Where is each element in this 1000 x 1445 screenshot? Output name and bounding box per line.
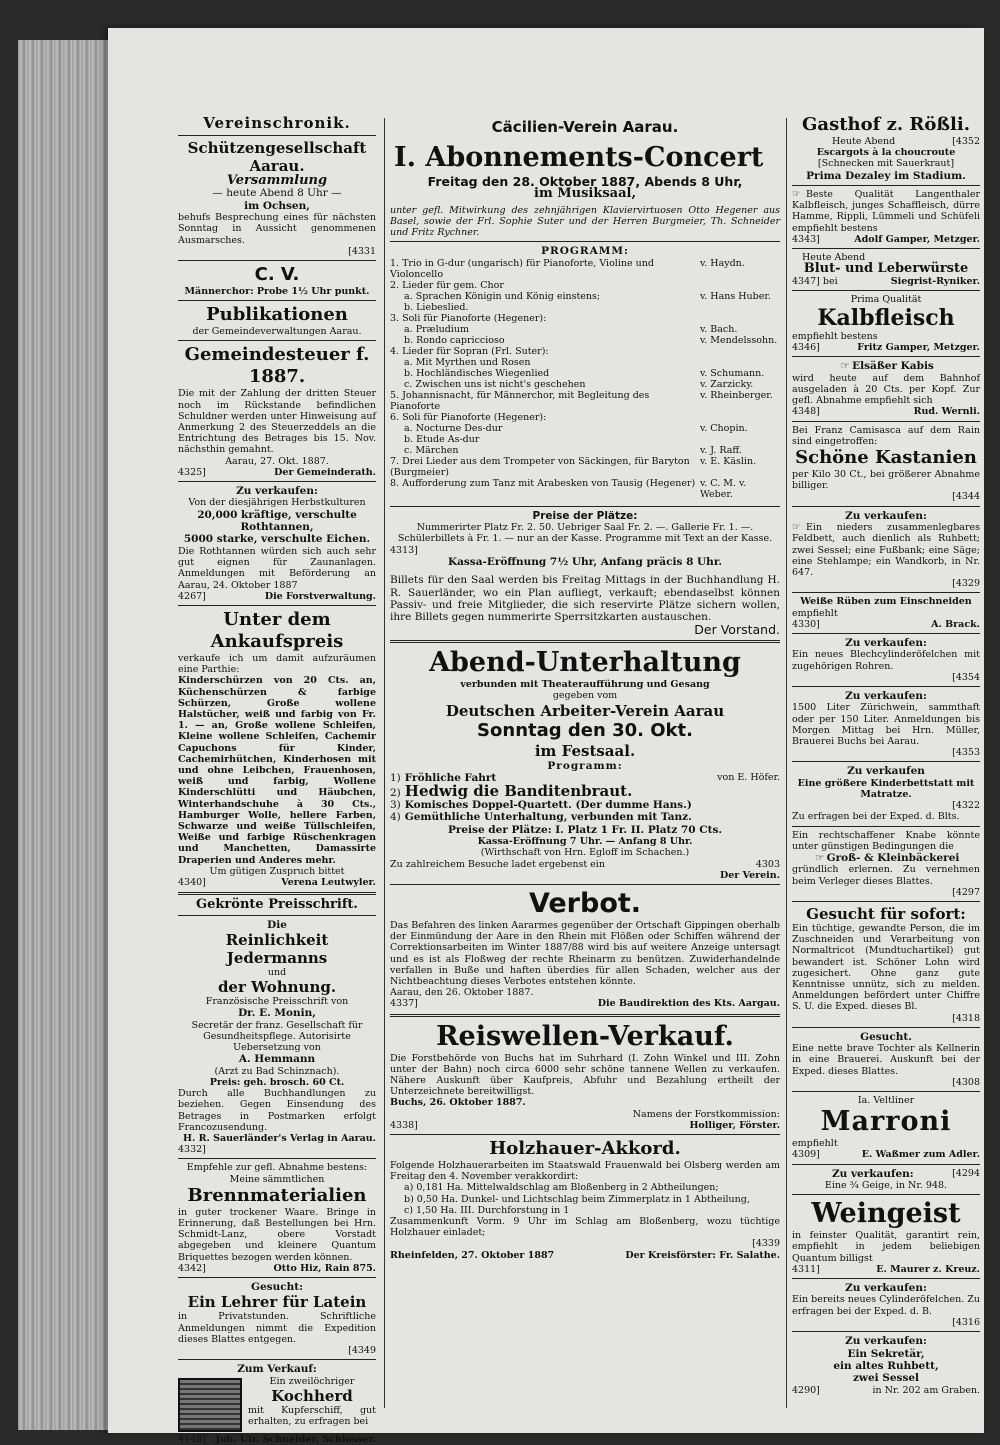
programm-piece: 6. Soli für Pianoforte (Hegener):: [390, 411, 547, 423]
concert-title: I. Abonnements-Concert: [394, 142, 764, 173]
gasthof-line3: [Schnecken mit Sauerkraut]: [817, 158, 955, 170]
zuverkaufen6-text: Eine ¾ Geige, in Nr. 948.: [824, 1180, 948, 1192]
schuetzen-time: — heute Abend 8 Uhr —: [212, 187, 342, 200]
zuverkaufen2-ref: [4329: [952, 578, 980, 590]
zuverkaufen8-line3: zwei Sessel: [852, 1372, 920, 1385]
abend-programm-text: Hedwig die Banditenbraut.: [404, 781, 633, 800]
concert-place: im Musiksaal,: [534, 186, 636, 202]
abendunterhaltung-kassa: Kassa-Eröffnung 7 Uhr. — Anfang 8 Uhr.: [477, 836, 693, 848]
programm-piece: 7. Drei Lieder aus dem Trompeter von Säckingen, für Baryton (Burgmeier): [390, 455, 690, 478]
reiswellen-sign1: Namens der Forstkommission:: [632, 1108, 780, 1120]
preise-text: Nummerirter Platz Fr. 2. 50. Uebriger Saal Fr. 2. —. Gallerie Fr. 1. —. Schülerbillets à Fr. 1. — nur an der Kasse. Programme mit Text an der Kasse.: [397, 522, 773, 545]
zuverkaufen7-text: Ein bereits neues Cylinderöfelchen. Zu erfragen bei der Exped. d. B.: [792, 1294, 981, 1317]
programm-piece: b. Rondo capriccioso: [404, 334, 505, 346]
zuverkaufen2-text: Ein nieders zusammenlegbares Feldbett, auch dienlich als Ruhbett; zwei Sessel; eine Fußbank; eine Säge; eine Stehlampe; ein Wandkorb, in Nr. 647.: [792, 522, 980, 578]
programm-row: [390, 357, 780, 368]
programm-row: [390, 434, 780, 445]
ankaufspreis-sign: Verena Leutwyler.: [281, 876, 376, 888]
blut-sign: Siegrist-Ryniker.: [890, 275, 980, 287]
programm-row: [390, 313, 780, 324]
holzhauer-ref: [4339: [752, 1238, 780, 1250]
zuverkaufen1-line1: Von der diesjährigen Herbstkulturen: [188, 497, 366, 509]
cv-title: C. V.: [254, 264, 300, 286]
kochherd-sign: Joh. Ulr. Schneider, Schlosser.: [215, 1433, 376, 1445]
zuverkaufen6-ref: [4294: [952, 1167, 980, 1179]
kochherd-ref: 4148]: [178, 1433, 206, 1445]
gesucht-sofort-title: Gesucht für sofort:: [806, 905, 966, 923]
marroni-big: Marroni: [820, 1106, 952, 1138]
gasthof-ref: [4352: [952, 136, 980, 147]
abendunterhaltung-title: Abend-Unterhaltung: [429, 647, 741, 679]
programm-composer: v. J. Raff.: [700, 444, 742, 456]
marroni-line1: Ia. Veltliner: [857, 1095, 915, 1107]
rueben-ref: 4330]: [792, 618, 820, 630]
caecilien-heading: Cäcilien-Verein Aarau.: [491, 118, 679, 136]
brenn-ref: 4342]: [178, 1262, 206, 1274]
kalbfleisch-big: Kalbfleisch: [817, 305, 955, 332]
programm-composer: v. Chopin.: [700, 422, 748, 434]
preisschrift-title1: Reinlichkeit Jedermanns: [225, 930, 329, 967]
preisschrift-sub: Französische Preisschrift von: [205, 996, 349, 1008]
programm-composer: v. Hans Huber.: [700, 290, 771, 302]
gemeindesteuer-sign: Der Gemeinderath.: [274, 466, 376, 478]
column-right: [792, 114, 980, 1414]
programm-piece: a. Sprachen Königin und König einstens;: [404, 290, 601, 302]
schuetzen-text: behufs Besprechung eines für nächsten Sonntag in Aussicht genommenen Ausmarsches.: [178, 212, 376, 246]
programm-row: [390, 456, 780, 478]
zuverkaufen1-sign: Die Forstverwaltung.: [264, 590, 376, 602]
holzhauer-sign: Der Kreisförster: Fr. Salathe.: [625, 1249, 780, 1261]
programm-piece: a. Nocturne Des-dur: [404, 422, 503, 434]
programm-row: [390, 379, 780, 390]
abend-programm-title: [390, 781, 633, 800]
vereinschronik-heading: Vereinschronik.: [203, 114, 351, 132]
gesucht-ref: [4349: [348, 1345, 376, 1357]
holzhauer-date: Rheinfelden, 27. Oktober 1887: [390, 1249, 555, 1261]
abend-programm-text: Gemüthliche Unterhaltung, verbunden mit Tanz.: [404, 811, 692, 824]
abend-programm-number: 1): [390, 772, 401, 785]
programm-composer: [700, 434, 780, 445]
programm-row: [390, 478, 780, 500]
abend-programm-text: Fröhliche Fahrt: [404, 772, 497, 785]
zuverkaufen7-ref: [4316: [952, 1316, 980, 1328]
zuverkaufen3-text: Ein neues Blechcylinderöfelchen mit zugehörigen Rohren.: [792, 649, 980, 672]
zuverkaufen8-ref: 4290]: [792, 1384, 820, 1396]
weingeist-big: Weingeist: [811, 1198, 961, 1230]
ankaufspreis-close: Um gütigen Zuspruch bittet: [209, 865, 345, 877]
kastanien-text: per Kilo 30 Ct., bei größerer Abnahme billiger.: [792, 469, 980, 492]
kastanien-intro: Bei Franz Camisasca auf dem Rain sind eingetroffen:: [792, 424, 980, 447]
kastanien-ref: [4344: [952, 491, 980, 503]
programm-piece: 5. Johannisnacht, für Männerchor, mit Begleitung des Pianoforte: [390, 389, 650, 412]
gemeindesteuer-text: Die mit der Zahlung der dritten Steuer noch im Rückstande befindlichen Schuldner werden unter Hinweisung auf Anmerkung 2 des Steuerzeddels an die Entrichtung des Betrages bis 15. Nov. nächsthin gemahnt.: [178, 388, 376, 456]
gesucht-sofort-ref: [4318: [952, 1012, 980, 1024]
zuverkaufen3-title: Zu verkaufen:: [845, 636, 927, 649]
zuverkaufen3-ref: [4354: [952, 671, 980, 683]
marroni-sign: E. Waßmer zum Adler.: [861, 1149, 980, 1161]
zuverkaufen5-text: Eine größere Kinderbettstatt mit Matratze.: [797, 777, 975, 800]
programm-piece: a. Præludium: [404, 323, 469, 335]
book-binding-edge: [18, 40, 113, 1430]
vorstand-sign: Der Vorstand.: [694, 621, 780, 637]
zuverkaufen5-text2: Zu erfragen bei der Exped. d. Blts.: [792, 811, 960, 823]
concert-desc: unter gefl. Mitwirkung des zehnjährigen Klaviervirtuosen Otto Hegener aus Basel, sowie der Frl. Sophie Suter und der Herren Burgmeier, Th. Schneider und Fritz Rychner.: [390, 204, 780, 239]
holzhauer-text: Folgende Holzhauerarbeiten im Staatswald Frauenwald bei Olsberg werden am Freitag den 4. November verakkordirt:: [390, 1159, 780, 1183]
programm-row: [390, 324, 780, 335]
abendunterhaltung-sign: Der Verein.: [719, 869, 780, 881]
programm-composer: v. Rheinberger.: [700, 389, 773, 401]
schuetzen-sub: Versammlung: [226, 173, 328, 188]
verbot-title: Verbot.: [528, 887, 642, 919]
langenthaler-ref: 4343]: [792, 233, 820, 245]
brenn-sign: Otto Hiz, Rain 875.: [273, 1262, 376, 1274]
gemeindesteuer-date: Aarau, 27. Okt. 1887.: [225, 455, 329, 467]
programm-piece: 1. Trio in G-dur (ungarisch) für Pianoforte, Violine und Violoncello: [390, 257, 654, 280]
programm-row: [390, 390, 780, 412]
abend-programm-author: von E. Höfer.: [717, 772, 780, 784]
programm-row: [390, 412, 780, 423]
zuverkaufen8-line2: ein altes Ruhbett,: [833, 1359, 939, 1372]
kochherd-heading: Zum Verkauf:: [237, 1363, 317, 1376]
programm-row: [390, 291, 780, 302]
lehrling-text: Ein rechtschaffener Knabe könnte unter günstigen Bedingungen die: [792, 829, 980, 852]
preisschrift-die: Die: [267, 918, 287, 931]
preisschrift-und: und: [267, 966, 287, 978]
gasthof-title: Gasthof z. Rößli.: [802, 114, 970, 135]
programm-composer: v. C. M. v. Weber.: [700, 477, 747, 500]
zuverkaufen6-title: Zu verkaufen:: [832, 1167, 914, 1180]
abendunterhaltung-date: Sonntag den 30. Okt.: [477, 719, 693, 741]
holzhauer-item: a) 0,181 Ha. Mittelwaldschlag am Bloßenberg in 2 Abtheilungen;: [404, 1182, 719, 1194]
programm-piece: c. Zwischen uns ist nicht's geschehen: [404, 378, 586, 390]
rueben-title: Weiße Rüben zum Einschneiden: [800, 596, 972, 608]
abendunterhaltung-sub: verbunden mit Theateraufführung und Gesang: [460, 679, 710, 691]
gesucht2-text: Eine nette brave Tochter als Kellnerin in eine Brauerei. Auskunft bei der Exped. dieses Blattes.: [792, 1043, 980, 1077]
gasthof-line2: Escargots à la choucroute: [816, 147, 956, 159]
programm-row: [390, 423, 780, 434]
blut-big: Blut- und Leberwürste: [803, 261, 969, 277]
column-rule-right: [786, 118, 787, 1408]
zuverkaufen4-text: 1500 Liter Zürichwein, sammthaft oder per 150 Liter. Anmeldungen bis Morgen Mittag bei Hrn. Müller, Brauerei Buchs bei Aarau.: [792, 702, 980, 747]
ankaufspreis-ref: 4340]: [178, 876, 206, 888]
programm-row: [390, 302, 780, 313]
kabis-ref: 4348]: [792, 406, 820, 418]
pointing-hand-icon: ☞: [814, 851, 825, 864]
holzhauer-title: Holzhauer-Akkord.: [489, 1137, 681, 1159]
programm-composer: [700, 313, 780, 324]
preisschrift-heading: Gekrönte Preisschrift.: [196, 897, 358, 913]
zuverkaufen5-title: Zu verkaufen: [847, 765, 925, 778]
reiswellen-title: Reiswellen-Verkauf.: [436, 1020, 734, 1052]
verbot-ref: 4337]: [390, 998, 418, 1010]
kalbfleisch-sign: Fritz Gamper, Metzger.: [857, 342, 980, 354]
programm-composer: v. Bach.: [700, 323, 738, 335]
gesucht-title: Gesucht:: [251, 1281, 303, 1294]
brenn-title: Brennmaterialien: [187, 1184, 367, 1206]
reiswellen-text: Die Forstbehörde von Buchs hat im Suhrhard (I. Zohn Winkel und III. Zohn unter der Bahn) noch circa 6000 sehr schöne tannene Wellen zu verkaufen. Nähere Auskunft über Kaufpreis, Abfuhr und Bezahlung ertheilt der Unterzeichnete bereitwilligst.: [390, 1052, 780, 1098]
gesucht-sofort-text: Ein tüchtige, gewandte Person, die im Zuschneiden und Verarbeitung von Normaltricot (Mundtuchartikel) gut bewandert ist. Schöner Lohn wird zugesichert. Ohne ganz gute Kenntnisse unnütz, sich zu melden. Anmeldungen befördert unter Chiffre S. U. die Exped. dieses Bl.: [792, 923, 980, 1013]
brenn-text: in guter trockener Waare. Bringe in Erinnerung, daß Bestellungen bei Hrn. Schmidt-Lanz, obere Vorstadt abgegeben und kleinere Quantum Briquettes bezogen werden können.: [178, 1206, 376, 1263]
abendunterhaltung-wirt: (Wirthschaft von Hrn. Egloff im Schachen.): [480, 847, 690, 859]
programm-composer: v. Mendelssohn.: [700, 334, 778, 346]
preisschrift-publisher: H. R. Sauerländer's Verlag in Aarau.: [183, 1133, 376, 1145]
abend-programm-title: [390, 811, 692, 823]
preisschrift-text: Durch alle Buchhandlungen zu beziehen. Gegen Einsendung des Betrages in Postmarken erfolgt Francozusendung.: [178, 1088, 376, 1133]
pointing-hand-icon: ☞: [840, 360, 850, 373]
abendunterhaltung-programm: [390, 772, 780, 824]
zuverkaufen7-title: Zu verkaufen:: [845, 1282, 927, 1295]
reiswellen-ref: 4338]: [390, 1119, 418, 1131]
abend-programm-item: [390, 811, 780, 823]
reiswellen-sign2: Holliger, Förster.: [689, 1119, 780, 1131]
kabis-title: Elsäßer Kabis: [852, 360, 934, 373]
zuverkaufen2-title: Zu verkaufen:: [845, 509, 927, 522]
preisschrift-ref: 4332]: [178, 1144, 206, 1156]
preisschrift-desc: Secretär der franz. Gesellschaft für Gesundheitspflege. Autorisirte Uebersetzung von: [191, 1019, 363, 1054]
holzhauer-item: b) 0,50 Ha. Dunkel- und Lichtschlag beim Zimmerplatz in 1 Abtheilung,: [404, 1193, 750, 1205]
abendunterhaltung-preise: Preise der Plätze: I. Platz 1 Fr. II. Platz 70 Cts.: [447, 823, 723, 836]
ankaufspreis-items: Kinderschürzen von 20 Cts. an, Küchenschürzen & farbige Schürzen, Große wollene Halstücher, weiß und farbig von Fr. 1. — an, Große wollene Schleifen, Kleine wollene Schleifen, Cachemir Capuchons für Kinder, Cachemirhütchen, Kinderhosen mit und ohne Leibchen, Frauenhosen, weiß und farbig, Wollene Kinderschlütti und Häubchen, Winterhandschuhe à 30 Cts., Hamburger Wolle, hellere Farben, Schwarze und weiße Tüllschleifen, Weiße und farbige Rüschenkragen und Manchetten, Damassirte Draperien und Anderes mehr.: [178, 675, 376, 866]
programm-composer: v. Haydn.: [700, 257, 745, 269]
kastanien-big: Schöne Kastanien: [795, 447, 977, 469]
column-left: [178, 114, 376, 1445]
programm-row: [390, 335, 780, 346]
verbot-text: Das Befahren des linken Aararmes gegenüber der Ortschaft Gippingen oberhalb der Einmündung der Aare in den Rhein mit Flößen oder Schiffen während der Correktionsarbeiten im Winter 1887/88 wird bis auf weitere Anzeige untersagt und es ist als Floßweg der rechte Rheinarm zu benützen. Zuwiderhandelnde verfallen in Buße und haften überdies für allen Schaden, welcher aus der Nichtbeachtung dieses Verbotes entstehen könnte.: [390, 919, 780, 987]
blut-ref: 4347] bei: [792, 275, 838, 287]
abend-programm-item: [390, 781, 780, 800]
programm-composer: [700, 346, 780, 357]
abend-programm-number: 2): [390, 786, 401, 799]
publikationen-sub: der Gemeindeverwaltungen Aarau.: [192, 326, 362, 338]
holzhauer-text2: Zusammenkunft Vorm. 9 Uhr im Schlag am Bloßenberg, wozu tüchtige Holzhauer einladet;: [390, 1216, 780, 1239]
pointing-hand-icon: ☞: [792, 189, 801, 201]
programm-composer: [700, 357, 780, 368]
zuverkaufen1-ref: 4267]: [178, 590, 206, 602]
abendunterhaltung-given: gegeben vom: [552, 690, 618, 702]
preisschrift-author: Dr. E. Monin,: [238, 1007, 316, 1020]
kabis-text: wird heute auf dem Bahnhof ausgeladen à 20 Cts. per Kopf. Zur gefl. Abnahme empfiehlt sich: [792, 372, 980, 407]
abendunterhaltung-programm-heading: Programm:: [547, 759, 623, 772]
programm-composer: [700, 302, 780, 313]
programm-piece: a. Mit Myrthen und Rosen: [404, 356, 531, 368]
brenn-intro: Empfehle zur gefl. Abnahme bestens: Meine sämmtlichen: [186, 1162, 368, 1185]
ankaufspreis-text: verkaufe ich um damit aufzuräumen eine Parthie:: [178, 652, 376, 676]
lehrling-big: Groß- & Kleinbäckerei: [826, 851, 960, 864]
preise-ref: 4313]: [390, 544, 418, 556]
blut-line1: Heute Abend: [802, 252, 866, 264]
programm-composer: v. Schumann.: [700, 367, 765, 379]
langenthaler-sign: Adolf Gamper, Metzger.: [854, 233, 980, 245]
zuverkaufen8-line1: Ein Sekretär,: [847, 1347, 925, 1360]
gasthof-line1: Heute Abend: [832, 136, 896, 147]
abendunterhaltung-invite: Zu zahlreichem Besuche ladet ergebenst ein: [390, 858, 605, 870]
weingeist-ref: 4311]: [792, 1263, 820, 1275]
kochherd-big: Kochherd: [271, 1386, 353, 1405]
cv-text: Männerchor: Probe 1½ Uhr punkt.: [184, 286, 370, 298]
programm-heading: PROGRAMM:: [541, 245, 629, 258]
programm-piece: b. Etude As-dur: [404, 433, 480, 445]
zuverkaufen8-title: Zu verkaufen:: [845, 1335, 927, 1348]
kochherd-text: mit Kupferschiff, gut erhalten, zu erfragen bei: [248, 1404, 376, 1428]
gemeindesteuer-ref: 4325]: [178, 466, 206, 478]
schuetzen-title: Schützengesellschaft Aarau.: [187, 139, 367, 175]
programm-row: [390, 368, 780, 379]
newspaper-page: [108, 28, 984, 1445]
abendunterhaltung-verein: Deutschen Arbeiter-Verein Aarau: [445, 701, 725, 720]
langenthaler-text: Beste Qualität Langenthaler Kalbfleisch, junges Schaffleisch, dürre Hamme, Rippli, Lümmeli und Schüfeli empfiehlt bestens: [792, 189, 980, 234]
column-rule-left: [384, 118, 385, 1408]
programm-composer: v. Zarzicky.: [700, 378, 754, 390]
programm-composer: [700, 412, 780, 423]
kalbfleisch-line2: empfiehlt bestens: [792, 331, 878, 343]
gesucht2-title: Gesucht.: [860, 1030, 912, 1043]
zuverkaufen1-line3: 5000 starke, verschulte Eichen.: [183, 533, 371, 546]
zuverkaufen4-title: Zu verkaufen:: [845, 689, 927, 702]
holzhauer-items: [390, 1182, 780, 1216]
zuverkaufen8-text: in Nr. 202 am Graben.: [872, 1384, 980, 1396]
programm-composer: [700, 280, 780, 291]
verbot-sign: Die Baudirektion des Kts. Aargau.: [597, 998, 780, 1010]
programm-piece: 2. Lieder für gem. Chor: [390, 279, 504, 291]
billets-text: Billets für den Saal werden bis Freitag Mittags in der Buchhandlung H. R. Sauerländer, wo ein Plan aufliegt, verkauft; ebendaselbst können Passiv- und freie Mitglieder, die sich reservirte Plätze sichern wollen, ihre Billets gegen nummerirte Sperrsitzkarten austauschen.: [390, 574, 780, 624]
programm-piece: 3. Soli für Pianoforte (Hegener):: [390, 312, 547, 324]
abend-programm-text: Komisches Doppel-Quartett. (Der dumme Hans.): [404, 798, 692, 811]
programm-table: [390, 258, 780, 500]
reiswellen-date: Buchs, 26. Oktober 1887.: [390, 1097, 526, 1109]
gemeindesteuer-title: Gemeindesteuer f. 1887.: [184, 344, 370, 388]
programm-piece: b. Liebeslied.: [404, 301, 469, 313]
programm-composer: v. E. Käslin.: [700, 455, 757, 467]
programm-piece: c. Märchen: [404, 444, 459, 456]
holzhauer-item: c) 1,50 Ha. III. Durchforstung in 1: [404, 1204, 570, 1216]
programm-piece: b. Hochländisches Wiegenlied: [404, 367, 550, 379]
schuetzen-place: im Ochsen,: [244, 199, 310, 212]
publikationen-heading: Publikationen: [206, 304, 348, 326]
gesucht-big: Ein Lehrer für Latein: [187, 1293, 367, 1312]
weingeist-text: in feinster Qualität, garantirt rein, empfiehlt in jedem beliebigen Quantum billigst: [792, 1230, 980, 1264]
preise-heading: Preise der Plätze:: [532, 509, 638, 522]
preisschrift-translator2: (Arzt zu Bad Schinznach).: [214, 1065, 340, 1077]
zuverkaufen1-text: Die Rothtannen würden sich auch sehr gut eignen für Zaunanlagen. Anmeldungen mit Beförderung an Aarau, 24. Oktober 1887: [178, 545, 376, 591]
pointing-hand-icon: ☞: [792, 522, 801, 534]
concert-date: Freitag den 28. Oktober 1887, Abends 8 Uhr,: [427, 174, 743, 189]
gesucht-text: in Privatstunden. Schriftliche Anmeldungen nimmt die Expedition dieses Blattes entgegen.: [178, 1311, 376, 1345]
programm-row: [390, 258, 780, 280]
programm-row: [390, 280, 780, 291]
abendunterhaltung-place: im Festsaal.: [534, 741, 636, 760]
preisschrift-translator: A. Hemmann: [238, 1053, 316, 1066]
schuetzen-ref: [4331: [348, 245, 376, 257]
rueben-sign: A. Brack.: [931, 618, 980, 630]
abend-programm-number: 4): [390, 811, 401, 824]
zuverkaufen4-ref: [4353: [952, 747, 980, 759]
lehrling-text2: gründlich erlernen. Zu vernehmen beim Verleger dieses Blattes.: [792, 864, 980, 887]
programm-row: [390, 445, 780, 456]
gasthof-line4: Prima Dezaley im Stadium.: [806, 169, 966, 182]
programm-row: [390, 346, 780, 357]
kalbfleisch-ref: 4346]: [792, 342, 820, 354]
abendunterhaltung-ref: 4303: [755, 858, 780, 870]
abend-programm-number: 3): [390, 798, 401, 811]
weingeist-sign: E. Maurer z. Kreuz.: [876, 1263, 980, 1275]
programm-piece: 8. Aufforderung zum Tanz mit Arabesken von Tausig (Hegener): [390, 477, 696, 489]
zuverkaufen1-title: Zu verkaufen:: [236, 485, 318, 498]
abend-programm-title: [390, 799, 692, 811]
ankaufspreis-title: Unter dem Ankaufspreis: [210, 608, 344, 652]
preisschrift-price: Preis: geh. brosch. 60 Ct.: [209, 1077, 345, 1089]
preisschrift-title2: der Wohnung.: [217, 978, 337, 997]
kochherd-line1: Ein zweilöchriger: [269, 1375, 355, 1387]
gesucht2-ref: [4308: [952, 1076, 980, 1088]
marroni-ref: 4309]: [792, 1149, 820, 1161]
zuverkaufen1-line2: 20,000 kräftige, verschulte Rothtannen,: [197, 508, 357, 534]
marroni-line2: empfiehlt: [792, 1138, 838, 1150]
kassa-text: Kassa-Eröffnung 7½ Uhr, Anfang präcis 8 Uhr.: [447, 555, 723, 568]
programm-piece: 4. Lieder für Sopran (Frl. Suter):: [390, 345, 549, 357]
abend-programm-item: [390, 799, 780, 811]
zuverkaufen5-ref: [4322: [952, 800, 980, 812]
rueben-text: empfiehlt: [792, 607, 838, 619]
kabis-sign: Rud. Wernli.: [913, 406, 980, 418]
stove-illustration: [178, 1378, 242, 1432]
column-middle: [390, 114, 780, 1414]
kalbfleisch-line1: Prima Qualität: [850, 293, 922, 305]
lehrling-ref: [4297: [952, 886, 980, 898]
verbot-date: Aarau, den 26. Oktober 1887.: [390, 987, 534, 999]
